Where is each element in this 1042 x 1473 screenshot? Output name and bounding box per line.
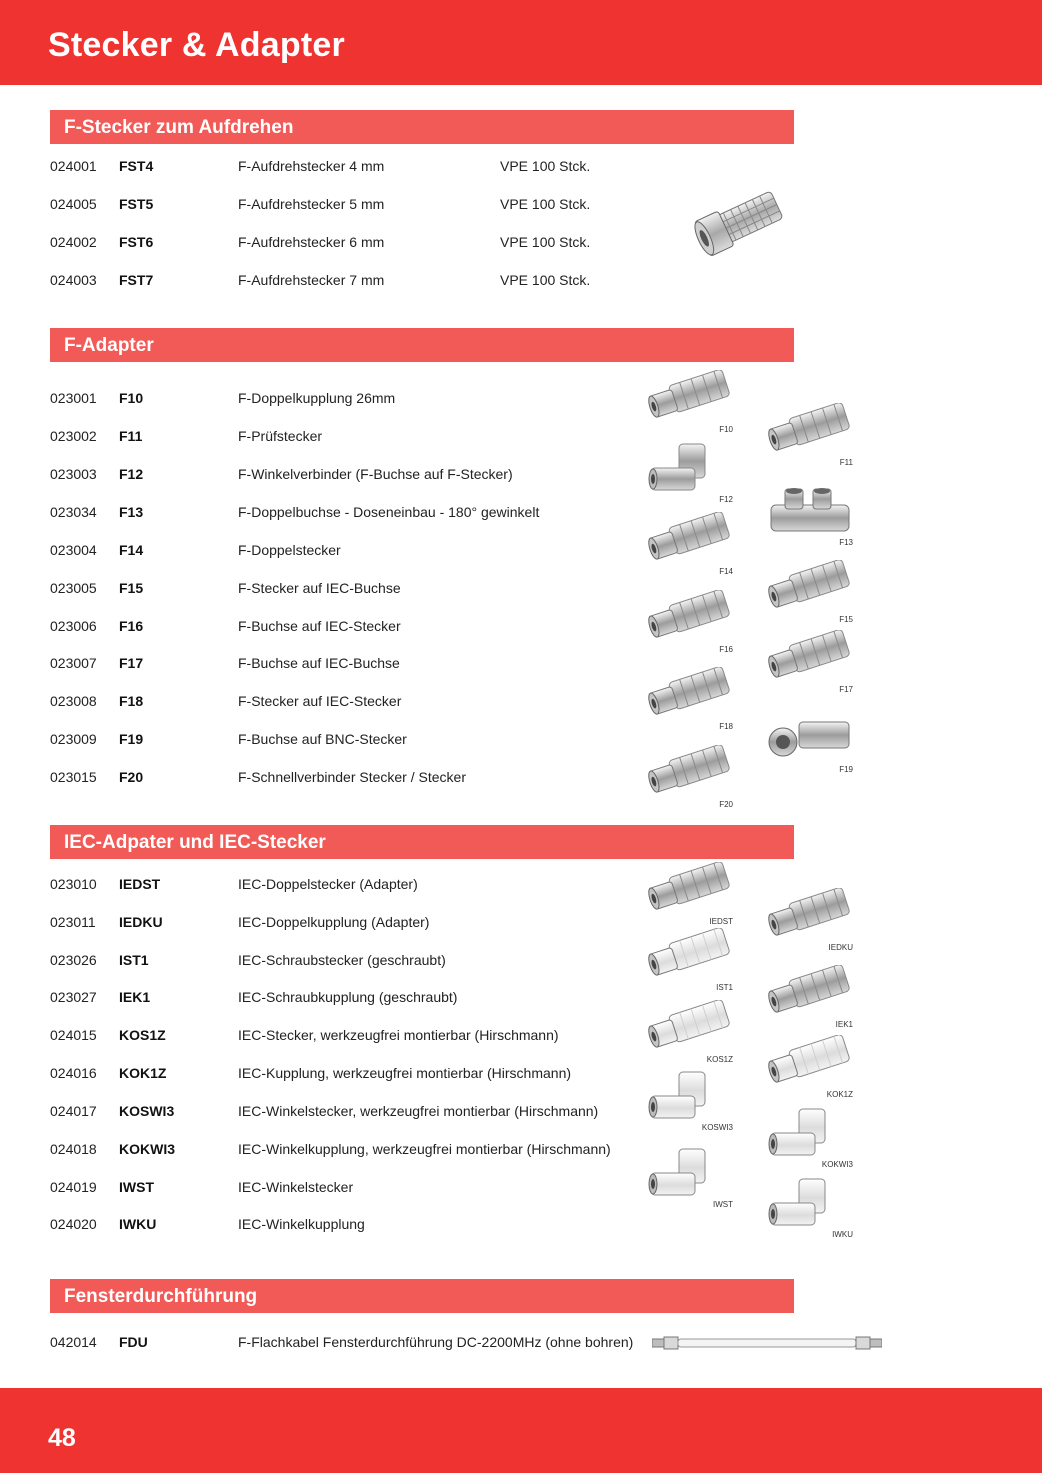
article-description: IEC-Winkelkupplung, werkzeugfrei montierbar (Hirschmann): [238, 1141, 611, 1157]
product-image-label: KOK1Z: [826, 1090, 853, 1099]
table-row: [50, 952, 650, 974]
article-code: F11: [119, 428, 143, 444]
table-row: [50, 428, 650, 450]
table-row: [50, 769, 650, 791]
product-image-label: KOKWI3: [821, 1160, 853, 1169]
product-image-f12: [645, 440, 735, 502]
product-image-label: F12: [719, 495, 733, 504]
article-number: 024016: [50, 1065, 97, 1081]
product-image-f17: [765, 630, 855, 692]
article-description: F-Doppelstecker: [238, 542, 341, 558]
product-image-label: F18: [719, 722, 733, 731]
table-row: [50, 731, 650, 753]
section-title: F-Adapter: [64, 335, 154, 356]
product-image-label: F16: [719, 645, 733, 654]
product-image-label: IWKU: [832, 1230, 853, 1239]
product-image-iwst: [645, 1145, 735, 1207]
table-row: [50, 876, 650, 898]
product-image-label: F19: [839, 765, 853, 774]
table-row: [50, 390, 650, 412]
article-code: F10: [119, 390, 144, 406]
product-image-label: IEDKU: [828, 943, 853, 952]
article-number: 024018: [50, 1141, 97, 1157]
table-row: [50, 504, 650, 526]
product-image-f18: [645, 667, 735, 729]
table-row: [50, 1027, 650, 1049]
article-code: IEDST: [119, 876, 161, 892]
product-image-label: IST1: [716, 983, 733, 992]
product-image-label: IWST: [713, 1200, 733, 1209]
product-image-kos1z: [645, 1000, 735, 1062]
table-row: [50, 989, 650, 1011]
article-description: IEC-Winkelkupplung: [238, 1216, 365, 1232]
article-description: IEC-Schraubstecker (geschraubt): [238, 952, 446, 968]
article-number: 023002: [50, 428, 97, 444]
article-code: IEDKU: [119, 914, 163, 930]
article-code: KOS1Z: [119, 1027, 166, 1043]
article-code: F12: [119, 466, 144, 482]
article-number: 023034: [50, 504, 97, 520]
article-number: 024015: [50, 1027, 97, 1043]
product-image-iedst: [645, 862, 735, 924]
product-image-kok1z: [765, 1035, 855, 1097]
product-image-kokwi3: [765, 1105, 855, 1167]
article-code: IST1: [119, 952, 149, 968]
page-number: 48: [48, 1424, 76, 1452]
article-code: IWKU: [119, 1216, 157, 1232]
article-number: 023015: [50, 769, 97, 785]
article-description: F-Buchse auf IEC-Buchse: [238, 655, 400, 671]
article-description: IEC-Doppelstecker (Adapter): [238, 876, 418, 892]
product-image-label: KOS1Z: [706, 1055, 733, 1064]
article-description: IEC-Kupplung, werkzeugfrei montierbar (Hirschmann): [238, 1065, 572, 1081]
product-image-label: IEK1: [835, 1020, 853, 1029]
article-code: F15: [119, 580, 144, 596]
product-image-iek1: [765, 965, 855, 1027]
article-code: KOK1Z: [119, 1065, 167, 1081]
article-description: F-Aufdrehstecker 5 mm: [238, 196, 385, 212]
article-number: 023027: [50, 989, 97, 1005]
article-code: IEK1: [119, 989, 151, 1005]
article-number: 024003: [50, 272, 97, 288]
page-footer: [0, 1388, 1042, 1473]
article-description: F-Stecker auf IEC-Buchse: [238, 580, 401, 596]
article-number: 023007: [50, 655, 97, 671]
table-row: [50, 693, 650, 715]
product-image-label: F11: [839, 458, 853, 467]
article-number: 023001: [50, 390, 97, 406]
article-description: F-Aufdrehstecker 7 mm: [238, 272, 385, 288]
flat-cable-image: [652, 1330, 882, 1356]
article-code: FDU: [119, 1334, 148, 1350]
article-description: F-Buchse auf IEC-Stecker: [238, 618, 401, 634]
article-code: F20: [119, 769, 144, 785]
section-header-iec: [50, 825, 794, 859]
article-description: F-Schnellverbinder Stecker / Stecker: [238, 769, 466, 785]
section-header-fenster: [50, 1279, 794, 1313]
article-code: F17: [119, 655, 144, 671]
article-number: 024001: [50, 158, 97, 174]
article-code: KOKWI3: [119, 1141, 175, 1157]
article-description: F-Buchse auf BNC-Stecker: [238, 731, 407, 747]
article-number: 024017: [50, 1103, 97, 1119]
article-number: 023006: [50, 618, 97, 634]
article-number: 023004: [50, 542, 97, 558]
article-number: 023008: [50, 693, 97, 709]
article-code: FST5: [119, 196, 154, 212]
product-image-f16: [645, 590, 735, 652]
article-number: 023009: [50, 731, 97, 747]
product-image-label: F17: [839, 685, 853, 694]
article-code: KOSWI3: [119, 1103, 175, 1119]
product-image-iedku: [765, 888, 855, 950]
product-image-f15: [765, 560, 855, 622]
article-code: F14: [119, 542, 144, 558]
product-image-f11: [765, 403, 855, 465]
article-code: IWST: [119, 1179, 154, 1195]
product-image-label: F13: [839, 538, 853, 547]
article-code: F13: [119, 504, 144, 520]
product-image-koswi3: [645, 1068, 735, 1130]
table-row: [50, 1216, 650, 1238]
product-image-f13: [765, 483, 855, 545]
article-code: FST6: [119, 234, 154, 250]
article-code: F16: [119, 618, 144, 634]
page-title: Stecker & Adapter: [48, 26, 345, 64]
table-row: [50, 1103, 650, 1125]
article-number: 023026: [50, 952, 97, 968]
section-title: Fensterdurchführung: [64, 1286, 258, 1307]
section-header-f-stecker: [50, 110, 794, 144]
product-image-iwku: [765, 1175, 855, 1237]
section-header-f-adapter: [50, 328, 794, 362]
page-header: [0, 0, 1042, 85]
article-packaging: VPE 100 Stck.: [500, 196, 591, 212]
table-row: [50, 1141, 650, 1163]
article-description: IEC-Schraubkupplung (geschraubt): [238, 989, 458, 1005]
product-image-f19: [765, 710, 855, 772]
article-code: FST4: [119, 158, 154, 174]
f-screw-connector-image: [690, 185, 790, 265]
product-image-label: F10: [719, 425, 733, 434]
article-description: F-Doppelbuchse - Doseneinbau - 180° gewinkelt: [238, 504, 540, 520]
article-number: 023011: [50, 914, 96, 930]
product-image-ist1: [645, 928, 735, 990]
article-packaging: VPE 100 Stck.: [500, 158, 591, 174]
table-row: [50, 618, 650, 640]
product-image-label: KOSWI3: [701, 1123, 733, 1132]
article-number: 024005: [50, 196, 97, 212]
product-image-f20: [645, 745, 735, 807]
article-description: F-Winkelverbinder (F-Buchse auf F-Stecker): [238, 466, 513, 482]
article-number: 023005: [50, 580, 97, 596]
article-code: FST7: [119, 272, 154, 288]
table-row: [50, 1334, 650, 1356]
article-description: F-Prüfstecker: [238, 428, 323, 444]
table-row: [50, 655, 650, 677]
article-description: F-Stecker auf IEC-Stecker: [238, 693, 402, 709]
product-image-f14: [645, 512, 735, 574]
product-image-f10: [645, 370, 735, 432]
table-row: [50, 542, 650, 564]
article-description: F-Aufdrehstecker 4 mm: [238, 158, 385, 174]
section-title: IEC-Adpater und IEC-Stecker: [64, 832, 326, 853]
article-code: F18: [119, 693, 144, 709]
product-image-label: F15: [839, 615, 853, 624]
table-row: [50, 1179, 650, 1201]
article-number: 023010: [50, 876, 97, 892]
article-number: 024019: [50, 1179, 97, 1195]
table-row: [50, 466, 650, 488]
table-row: [50, 234, 650, 256]
article-description: IEC-Winkelstecker, werkzeugfrei montierbar (Hirschmann): [238, 1103, 599, 1119]
article-description: F-Doppelkupplung 26mm: [238, 390, 396, 406]
article-number: 024020: [50, 1216, 97, 1232]
article-code: F19: [119, 731, 144, 747]
table-row: [50, 580, 650, 602]
article-description: IEC-Winkelstecker: [238, 1179, 354, 1195]
article-packaging: VPE 100 Stck.: [500, 272, 591, 288]
article-description: IEC-Doppelkupplung (Adapter): [238, 914, 430, 930]
table-row: [50, 272, 650, 294]
table-row: [50, 914, 650, 936]
table-row: [50, 1065, 650, 1087]
product-image-label: F20: [719, 800, 733, 809]
article-packaging: VPE 100 Stck.: [500, 234, 591, 250]
section-title: F-Stecker zum Aufdrehen: [64, 117, 294, 138]
article-description: F-Flachkabel Fensterdurchführung DC-2200MHz (ohne bohren): [238, 1334, 634, 1350]
table-row: [50, 158, 650, 180]
article-number: 024002: [50, 234, 97, 250]
table-row: [50, 196, 650, 218]
article-number: 023003: [50, 466, 97, 482]
article-number: 042014: [50, 1334, 97, 1350]
article-description: IEC-Stecker, werkzeugfrei montierbar (Hirschmann): [238, 1027, 559, 1043]
article-description: F-Aufdrehstecker 6 mm: [238, 234, 385, 250]
product-image-label: IEDST: [709, 917, 733, 926]
product-image-label: F14: [719, 567, 733, 576]
